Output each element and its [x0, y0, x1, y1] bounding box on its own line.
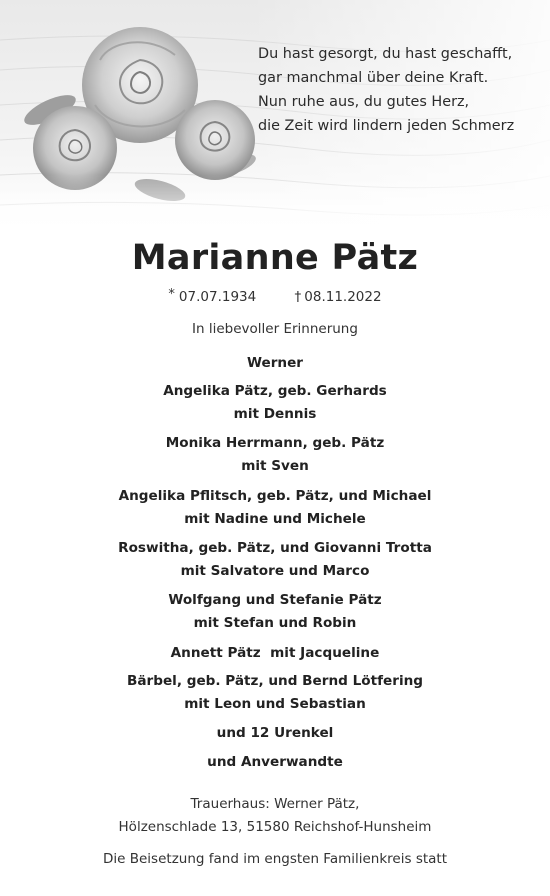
- mourner-group: [0, 670, 550, 716]
- remembrance-text: In liebevoller Erinnerung: [192, 321, 358, 337]
- life-dates: [0, 289, 550, 305]
- mourner-line: Roswitha, geb. Pätz, und Giovanni Trotta: [118, 540, 432, 556]
- mourner-line: mit Salvatore und Marco: [180, 563, 370, 579]
- mourner-line: und Anverwandte: [207, 754, 343, 770]
- poem-line: gar manchmal über deine Kraft.: [258, 70, 489, 86]
- mourner-line: Annett Pätz mit Jacqueline: [170, 645, 380, 661]
- birth-date: 07.07.1934: [178, 289, 257, 305]
- poem-line: die Zeit wird lindern jeden Schmerz: [258, 118, 515, 134]
- mourner-line: mit Leon und Sebastian: [184, 696, 366, 712]
- birth-symbol: *: [168, 287, 175, 302]
- mourner-group: [0, 722, 550, 745]
- mourner-group: [0, 642, 550, 665]
- mourner-line: und 12 Urenkel: [216, 725, 334, 741]
- poem-line: Nun ruhe aus, du gutes Herz,: [258, 94, 470, 110]
- header-image: [0, 0, 550, 235]
- mourner-group: [0, 537, 550, 583]
- address-line: Hölzenschlade 13, 51580 Reichshof-Hunsheim: [118, 819, 432, 835]
- mourner-line: mit Nadine und Michele: [184, 511, 366, 527]
- death-date: 08.11.2022: [304, 289, 382, 305]
- mourner-line: mit Sven: [241, 458, 309, 474]
- mourner-line: Monika Herrmann, geb. Pätz: [165, 435, 385, 451]
- mourner-line: Angelika Pflitsch, geb. Pätz, und Michael: [118, 488, 432, 504]
- mourner-line: mit Dennis: [233, 406, 317, 422]
- mourner-line: Werner: [246, 355, 304, 371]
- death-symbol: †: [294, 289, 302, 305]
- mourner-line: Wolfgang und Stefanie Pätz: [168, 592, 382, 608]
- poem: [258, 42, 543, 138]
- mourning-house-address: [0, 793, 550, 839]
- burial-notice: Die Beisetzung fand im engsten Familienkreis statt: [103, 851, 447, 867]
- mourner-group: [0, 485, 550, 531]
- poem-line: Du hast gesorgt, du hast geschafft,: [258, 46, 513, 62]
- address-line: Trauerhaus: Werner Pätz,: [190, 796, 360, 812]
- mourner-group: [0, 589, 550, 635]
- mourner-line: Angelika Pätz, geb. Gerhards: [163, 383, 387, 399]
- mourner-line: mit Stefan und Robin: [193, 615, 357, 631]
- mourner-group: [0, 432, 550, 478]
- mourner-group: [0, 751, 550, 774]
- deceased-name: Marianne Pätz: [131, 238, 419, 278]
- mourner-line: Bärbel, geb. Pätz, und Bernd Lötfering: [126, 673, 424, 689]
- mourner-group: [0, 352, 550, 375]
- mourner-group: [0, 380, 550, 426]
